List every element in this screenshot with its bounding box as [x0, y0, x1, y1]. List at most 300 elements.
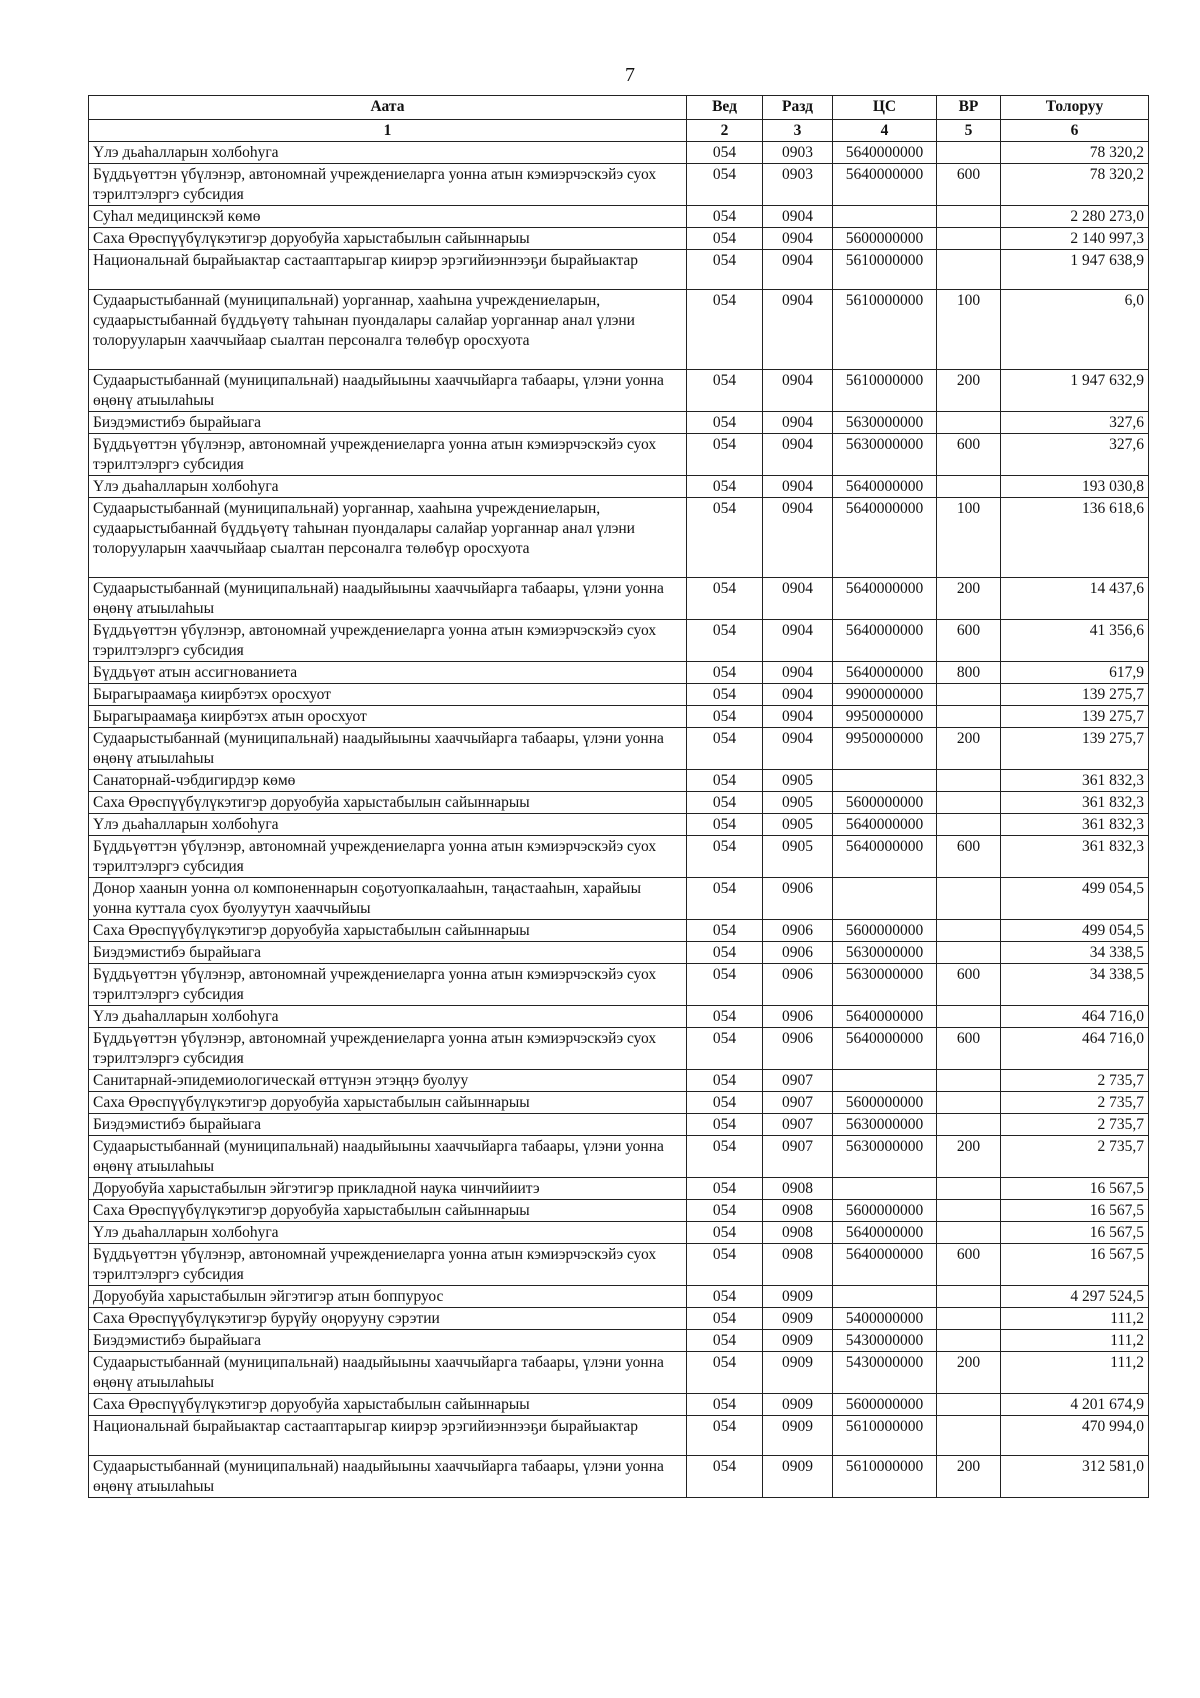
row-razd-cell: 0904 [763, 706, 833, 728]
row-cs-cell: 9950000000 [833, 728, 937, 770]
row-razd-cell: 0909 [763, 1308, 833, 1330]
row-ved-cell: 054 [687, 1178, 763, 1200]
row-vr-cell [937, 1070, 1001, 1092]
row-vr-cell [937, 942, 1001, 964]
row-vr-cell [937, 1286, 1001, 1308]
row-vr-cell [937, 250, 1001, 290]
row-ved-cell: 054 [687, 836, 763, 878]
row-vr-cell: 600 [937, 164, 1001, 206]
row-vr-cell: 200 [937, 578, 1001, 620]
table-row [89, 662, 1149, 684]
row-ved-cell: 054 [687, 1092, 763, 1114]
row-sum-cell: 464 716,0 [1001, 1006, 1149, 1028]
table-row [89, 1330, 1149, 1352]
row-vr-cell [937, 412, 1001, 434]
row-vr-cell: 600 [937, 964, 1001, 1006]
table-row [89, 942, 1149, 964]
row-cs-cell: 5610000000 [833, 1456, 937, 1498]
row-sum-cell: 327,6 [1001, 434, 1149, 476]
row-ved-cell: 054 [687, 1352, 763, 1394]
row-sum-cell: 139 275,7 [1001, 728, 1149, 770]
row-cs-cell: 5630000000 [833, 964, 937, 1006]
row-razd-cell: 0904 [763, 434, 833, 476]
row-ved-cell: 054 [687, 706, 763, 728]
row-name-cell: Үлэ дьаhалларын холбоhуга [89, 814, 687, 836]
row-ved-cell: 054 [687, 142, 763, 164]
row-vr-cell [937, 1222, 1001, 1244]
row-cs-cell: 5610000000 [833, 250, 937, 290]
row-ved-cell: 054 [687, 1416, 763, 1456]
row-ved-cell: 054 [687, 770, 763, 792]
row-ved-cell: 054 [687, 228, 763, 250]
row-vr-cell: 200 [937, 1352, 1001, 1394]
row-vr-cell: 200 [937, 370, 1001, 412]
row-ved-cell: 054 [687, 476, 763, 498]
row-sum-cell: 361 832,3 [1001, 836, 1149, 878]
row-cs-cell: 5400000000 [833, 1308, 937, 1330]
table-row [89, 370, 1149, 412]
row-vr-cell: 600 [937, 836, 1001, 878]
row-ved-cell: 054 [687, 1200, 763, 1222]
row-cs-cell: 5430000000 [833, 1330, 937, 1352]
row-vr-cell [937, 1394, 1001, 1416]
row-sum-cell: 78 320,2 [1001, 142, 1149, 164]
table-row [89, 290, 1149, 370]
table-row [89, 1028, 1149, 1070]
row-razd-cell: 0904 [763, 662, 833, 684]
row-razd-cell: 0909 [763, 1416, 833, 1456]
row-name-cell: Бүддьүөттэн үбүлэнэр, автономнай учреждениеларга уонна атын кэмиэрчэскэйэ суох тэрилтэлэргэ субсидия [89, 1028, 687, 1070]
table-row [89, 250, 1149, 290]
row-razd-cell: 0907 [763, 1070, 833, 1092]
row-ved-cell: 054 [687, 662, 763, 684]
row-sum-cell: 16 567,5 [1001, 1200, 1149, 1222]
header-cs: ЦС [833, 96, 937, 120]
table-row [89, 1006, 1149, 1028]
row-name-cell: Саха Өрөспүүбүлүкэтигэр доруобуйа харыстабылын сайыннарыы [89, 1394, 687, 1416]
row-name-cell: Бүддьүөт атын ассигнованиета [89, 662, 687, 684]
table-row [89, 498, 1149, 578]
row-razd-cell: 0904 [763, 412, 833, 434]
row-sum-cell: 2 140 997,3 [1001, 228, 1149, 250]
row-razd-cell: 0909 [763, 1330, 833, 1352]
table-row [89, 792, 1149, 814]
row-name-cell: Судаарыстыбаннай (муниципальнай) уорганнар, хааhына учреждениеларын, судаарыстыбаннай бүддьүөтү таhынан пуондалары салайар уорганнар анал үлэни толорууларын хааччыйаар сыалтан персоналга төлөбүр оросхуота [89, 498, 687, 578]
table-row [89, 964, 1149, 1006]
row-ved-cell: 054 [687, 498, 763, 578]
column-number: 1 [89, 120, 687, 142]
row-cs-cell [833, 1178, 937, 1200]
row-name-cell: Бүддьүөттэн үбүлэнэр, автономнай учреждениеларга уонна атын кэмиэрчэскэйэ суох тэрилтэлэргэ субсидия [89, 964, 687, 1006]
row-name-cell: Бүддьүөттэн үбүлэнэр, автономнай учреждениеларга уонна атын кэмиэрчэскэйэ суох тэрилтэлэргэ субсидия [89, 836, 687, 878]
column-number: 5 [937, 120, 1001, 142]
row-name-cell: Үлэ дьаhалларын холбоhуга [89, 142, 687, 164]
table-row [89, 620, 1149, 662]
table-row [89, 814, 1149, 836]
table-row [89, 1092, 1149, 1114]
row-vr-cell [937, 206, 1001, 228]
row-vr-cell [937, 878, 1001, 920]
row-cs-cell: 5600000000 [833, 792, 937, 814]
row-razd-cell: 0905 [763, 836, 833, 878]
row-name-cell: Донор хаанын уонна ол компоненнарын соҕотуопкалааhын, таңастааhын, харайыы уонна куттала суох буолуутун хааччыйыы [89, 878, 687, 920]
row-ved-cell: 054 [687, 1244, 763, 1286]
row-vr-cell [937, 920, 1001, 942]
row-razd-cell: 0903 [763, 164, 833, 206]
row-ved-cell: 054 [687, 434, 763, 476]
table-row [89, 1352, 1149, 1394]
row-razd-cell: 0904 [763, 684, 833, 706]
row-name-cell: Судаарыстыбаннай (муниципальнай) наадыйыыны хааччыйарга табаары, үлэни уонна өңөнү атыылаhыы [89, 370, 687, 412]
table-row [89, 1200, 1149, 1222]
row-name-cell: Бырагыраамаҕа киирбэтэх атын оросхуот [89, 706, 687, 728]
row-sum-cell: 111,2 [1001, 1308, 1149, 1330]
row-name-cell: Судаарыстыбаннай (муниципальнай) наадыйыыны хааччыйарга табаары, үлэни уонна өңөнү атыылаhыы [89, 728, 687, 770]
row-vr-cell [937, 770, 1001, 792]
row-sum-cell: 4 297 524,5 [1001, 1286, 1149, 1308]
table-row [89, 1070, 1149, 1092]
row-vr-cell [937, 142, 1001, 164]
row-vr-cell: 200 [937, 728, 1001, 770]
table-row [89, 476, 1149, 498]
table-row [89, 1416, 1149, 1456]
row-ved-cell: 054 [687, 1456, 763, 1498]
row-name-cell: Судаарыстыбаннай (муниципальнай) уорганнар, хааhына учреждениеларын, судаарыстыбаннай бүддьүөтү таhынан пуондалары салайар уорганнар анал үлэни толорууларын хааччыйаар сыалтан персоналга төлөбүр оросхуота [89, 290, 687, 370]
row-name-cell: Доруобуйа харыстабылын эйгэтигэр атын боппуруос [89, 1286, 687, 1308]
row-cs-cell: 5640000000 [833, 498, 937, 578]
row-vr-cell [937, 706, 1001, 728]
row-sum-cell: 34 338,5 [1001, 964, 1149, 1006]
row-name-cell: Саха Өрөспүүбүлүкэтигэр доруобуйа харыстабылын сайыннарыы [89, 228, 687, 250]
row-name-cell: Судаарыстыбаннай (муниципальнай) наадыйыыны хааччыйарга табаары, үлэни уонна өңөнү атыылаhыы [89, 1456, 687, 1498]
row-razd-cell: 0904 [763, 498, 833, 578]
column-number: 4 [833, 120, 937, 142]
row-ved-cell: 054 [687, 412, 763, 434]
row-ved-cell: 054 [687, 1006, 763, 1028]
row-sum-cell: 193 030,8 [1001, 476, 1149, 498]
row-sum-cell: 361 832,3 [1001, 792, 1149, 814]
row-cs-cell: 5430000000 [833, 1352, 937, 1394]
row-razd-cell: 0904 [763, 370, 833, 412]
row-razd-cell: 0903 [763, 142, 833, 164]
row-name-cell: Биэдэмистибэ бырайыага [89, 1330, 687, 1352]
row-cs-cell: 5640000000 [833, 1028, 937, 1070]
row-ved-cell: 054 [687, 920, 763, 942]
row-ved-cell: 054 [687, 370, 763, 412]
row-vr-cell: 600 [937, 1028, 1001, 1070]
row-razd-cell: 0906 [763, 1028, 833, 1070]
table-body [89, 142, 1149, 1498]
row-sum-cell: 2 735,7 [1001, 1136, 1149, 1178]
row-name-cell: Доруобуйа харыстабылын эйгэтигэр прикладной наука чинчийиитэ [89, 1178, 687, 1200]
table-row [89, 578, 1149, 620]
row-razd-cell: 0906 [763, 920, 833, 942]
table-row [89, 164, 1149, 206]
row-name-cell: Үлэ дьаhалларын холбоhуга [89, 476, 687, 498]
row-vr-cell [937, 684, 1001, 706]
row-ved-cell: 054 [687, 1028, 763, 1070]
header-name: Аата [89, 96, 687, 120]
row-name-cell: Саха Өрөспүүбүлүкэтигэр доруобуйа харыстабылын сайыннарыы [89, 1200, 687, 1222]
row-razd-cell: 0908 [763, 1222, 833, 1244]
row-cs-cell: 5600000000 [833, 1394, 937, 1416]
row-ved-cell: 054 [687, 964, 763, 1006]
row-sum-cell: 470 994,0 [1001, 1416, 1149, 1456]
row-razd-cell: 0904 [763, 578, 833, 620]
row-cs-cell: 5640000000 [833, 164, 937, 206]
row-ved-cell: 054 [687, 1114, 763, 1136]
row-cs-cell: 5600000000 [833, 1092, 937, 1114]
row-sum-cell: 312 581,0 [1001, 1456, 1149, 1498]
row-razd-cell: 0906 [763, 942, 833, 964]
row-ved-cell: 054 [687, 1394, 763, 1416]
column-number: 3 [763, 120, 833, 142]
row-cs-cell [833, 878, 937, 920]
row-razd-cell: 0907 [763, 1092, 833, 1114]
row-razd-cell: 0909 [763, 1352, 833, 1394]
row-sum-cell: 617,9 [1001, 662, 1149, 684]
row-cs-cell [833, 1286, 937, 1308]
row-vr-cell: 600 [937, 620, 1001, 662]
table-row [89, 920, 1149, 942]
row-cs-cell: 5630000000 [833, 434, 937, 476]
row-ved-cell: 054 [687, 1330, 763, 1352]
row-ved-cell: 054 [687, 1222, 763, 1244]
row-ved-cell: 054 [687, 942, 763, 964]
row-vr-cell [937, 1114, 1001, 1136]
row-razd-cell: 0908 [763, 1244, 833, 1286]
table-row [89, 1222, 1149, 1244]
header-sum: Толоруу [1001, 96, 1149, 120]
row-razd-cell: 0909 [763, 1456, 833, 1498]
row-cs-cell: 5640000000 [833, 814, 937, 836]
row-cs-cell: 5600000000 [833, 1200, 937, 1222]
row-razd-cell: 0909 [763, 1394, 833, 1416]
row-razd-cell: 0905 [763, 792, 833, 814]
row-cs-cell: 5630000000 [833, 412, 937, 434]
table-row [89, 1286, 1149, 1308]
table-row [89, 836, 1149, 878]
row-vr-cell [937, 1006, 1001, 1028]
row-ved-cell: 054 [687, 1136, 763, 1178]
row-sum-cell: 361 832,3 [1001, 814, 1149, 836]
row-sum-cell: 6,0 [1001, 290, 1149, 370]
row-cs-cell [833, 770, 937, 792]
row-sum-cell: 361 832,3 [1001, 770, 1149, 792]
row-ved-cell: 054 [687, 878, 763, 920]
row-ved-cell: 054 [687, 250, 763, 290]
row-sum-cell: 111,2 [1001, 1352, 1149, 1394]
table-header-row [89, 96, 1149, 120]
row-cs-cell: 5640000000 [833, 142, 937, 164]
row-ved-cell: 054 [687, 1286, 763, 1308]
row-ved-cell: 054 [687, 164, 763, 206]
row-ved-cell: 054 [687, 620, 763, 662]
row-ved-cell: 054 [687, 206, 763, 228]
row-name-cell: Бүддьүөттэн үбүлэнэр, автономнай учреждениеларга уонна атын кэмиэрчэскэйэ суох тэрилтэлэргэ субсидия [89, 434, 687, 476]
row-vr-cell: 600 [937, 1244, 1001, 1286]
row-cs-cell: 5640000000 [833, 476, 937, 498]
row-name-cell: Биэдэмистибэ бырайыага [89, 942, 687, 964]
row-ved-cell: 054 [687, 814, 763, 836]
row-cs-cell: 5630000000 [833, 1136, 937, 1178]
table-row [89, 706, 1149, 728]
row-cs-cell: 5630000000 [833, 942, 937, 964]
row-name-cell: Национальнай бырайыактар састааптарыгар киирэр эрэгийиэннээҕи бырайыактар [89, 250, 687, 290]
row-cs-cell: 5610000000 [833, 370, 937, 412]
table-row [89, 1244, 1149, 1286]
row-razd-cell: 0907 [763, 1136, 833, 1178]
row-vr-cell [937, 1092, 1001, 1114]
row-ved-cell: 054 [687, 1070, 763, 1092]
row-razd-cell: 0906 [763, 878, 833, 920]
table-row [89, 142, 1149, 164]
row-sum-cell: 139 275,7 [1001, 684, 1149, 706]
column-number-row [89, 120, 1149, 142]
row-cs-cell: 5640000000 [833, 620, 937, 662]
row-sum-cell: 136 618,6 [1001, 498, 1149, 578]
page-number: 7 [625, 64, 635, 86]
table-row [89, 728, 1149, 770]
table-row [89, 412, 1149, 434]
row-sum-cell: 2 735,7 [1001, 1070, 1149, 1092]
row-sum-cell: 1 947 638,9 [1001, 250, 1149, 290]
row-cs-cell: 5600000000 [833, 228, 937, 250]
row-vr-cell: 200 [937, 1136, 1001, 1178]
row-name-cell: Санаторнай-чэбдигирдэр көмө [89, 770, 687, 792]
row-name-cell: Бүддьүөттэн үбүлэнэр, автономнай учреждениеларга уонна атын кэмиэрчэскэйэ суох тэрилтэлэргэ субсидия [89, 620, 687, 662]
row-razd-cell: 0907 [763, 1114, 833, 1136]
row-name-cell: Саха Өрөспүүбүлүкэтигэр доруобуйа харыстабылын сайыннарыы [89, 1092, 687, 1114]
row-vr-cell: 800 [937, 662, 1001, 684]
row-sum-cell: 111,2 [1001, 1330, 1149, 1352]
row-vr-cell [937, 1178, 1001, 1200]
row-cs-cell: 5600000000 [833, 920, 937, 942]
row-cs-cell: 9950000000 [833, 706, 937, 728]
row-cs-cell: 5630000000 [833, 1114, 937, 1136]
table-row [89, 770, 1149, 792]
row-vr-cell: 600 [937, 434, 1001, 476]
row-sum-cell: 2 735,7 [1001, 1092, 1149, 1114]
row-razd-cell: 0909 [763, 1286, 833, 1308]
row-vr-cell: 100 [937, 290, 1001, 370]
row-razd-cell: 0904 [763, 206, 833, 228]
row-vr-cell [937, 476, 1001, 498]
row-razd-cell: 0906 [763, 964, 833, 1006]
table-row [89, 1136, 1149, 1178]
header-vr: ВР [937, 96, 1001, 120]
header-ved: Вед [687, 96, 763, 120]
table-row [89, 1178, 1149, 1200]
row-ved-cell: 054 [687, 728, 763, 770]
row-ved-cell: 054 [687, 290, 763, 370]
row-sum-cell: 464 716,0 [1001, 1028, 1149, 1070]
row-name-cell: Бүддьүөттэн үбүлэнэр, автономнай учреждениеларга уонна атын кэмиэрчэскэйэ суох тэрилтэлэргэ субсидия [89, 164, 687, 206]
row-name-cell: Биэдэмистибэ бырайыага [89, 412, 687, 434]
row-ved-cell: 054 [687, 578, 763, 620]
table-row [89, 878, 1149, 920]
row-vr-cell: 100 [937, 498, 1001, 578]
budget-table [88, 95, 1149, 1498]
table-row [89, 1308, 1149, 1330]
row-sum-cell: 139 275,7 [1001, 706, 1149, 728]
row-razd-cell: 0905 [763, 814, 833, 836]
row-name-cell: Судаарыстыбаннай (муниципальнай) наадыйыыны хааччыйарга табаары, үлэни уонна өңөнү атыылаhыы [89, 1352, 687, 1394]
table-row [89, 228, 1149, 250]
row-cs-cell: 9900000000 [833, 684, 937, 706]
header-razd: Разд [763, 96, 833, 120]
row-razd-cell: 0904 [763, 620, 833, 662]
row-razd-cell: 0908 [763, 1178, 833, 1200]
row-sum-cell: 16 567,5 [1001, 1222, 1149, 1244]
row-vr-cell [937, 814, 1001, 836]
row-cs-cell: 5640000000 [833, 662, 937, 684]
row-razd-cell: 0904 [763, 250, 833, 290]
row-sum-cell: 41 356,6 [1001, 620, 1149, 662]
row-ved-cell: 054 [687, 684, 763, 706]
row-sum-cell: 1 947 632,9 [1001, 370, 1149, 412]
row-sum-cell: 2 735,7 [1001, 1114, 1149, 1136]
column-number: 2 [687, 120, 763, 142]
row-name-cell: Саха Өрөспүүбүлүкэтигэр бурүйу оңорууну сэрэтии [89, 1308, 687, 1330]
row-vr-cell [937, 1330, 1001, 1352]
row-name-cell: Суhал медицинскэй көмө [89, 206, 687, 228]
row-razd-cell: 0906 [763, 1006, 833, 1028]
row-cs-cell: 5640000000 [833, 1244, 937, 1286]
row-sum-cell: 2 280 273,0 [1001, 206, 1149, 228]
row-name-cell: Саха Өрөспүүбүлүкэтигэр доруобуйа харыстабылын сайыннарыы [89, 792, 687, 814]
row-cs-cell [833, 1070, 937, 1092]
row-name-cell: Судаарыстыбаннай (муниципальнай) наадыйыыны хааччыйарга табаары, үлэни уонна өңөнү атыылаhыы [89, 1136, 687, 1178]
column-number: 6 [1001, 120, 1149, 142]
row-name-cell: Бырагыраамаҕа киирбэтэх оросхуот [89, 684, 687, 706]
row-razd-cell: 0904 [763, 728, 833, 770]
row-sum-cell: 14 437,6 [1001, 578, 1149, 620]
row-vr-cell [937, 792, 1001, 814]
row-name-cell: Национальнай бырайыактар састааптарыгар киирэр эрэгийиэннээҕи бырайыактар [89, 1416, 687, 1456]
row-name-cell: Биэдэмистибэ бырайыага [89, 1114, 687, 1136]
row-cs-cell: 5610000000 [833, 290, 937, 370]
row-vr-cell [937, 228, 1001, 250]
row-razd-cell: 0904 [763, 228, 833, 250]
row-name-cell: Санитарнай-эпидемиологическай өттүнэн этэңңэ буолуу [89, 1070, 687, 1092]
table-row [89, 1456, 1149, 1498]
row-cs-cell [833, 206, 937, 228]
row-sum-cell: 34 338,5 [1001, 942, 1149, 964]
row-ved-cell: 054 [687, 1308, 763, 1330]
row-vr-cell: 200 [937, 1456, 1001, 1498]
row-name-cell: Бүддьүөттэн үбүлэнэр, автономнай учреждениеларга уонна атын кэмиэрчэскэйэ суох тэрилтэлэргэ субсидия [89, 1244, 687, 1286]
row-cs-cell: 5640000000 [833, 1222, 937, 1244]
row-vr-cell [937, 1416, 1001, 1456]
row-sum-cell: 499 054,5 [1001, 878, 1149, 920]
row-razd-cell: 0904 [763, 476, 833, 498]
row-name-cell: Саха Өрөспүүбүлүкэтигэр доруобуйа харыстабылын сайыннарыы [89, 920, 687, 942]
row-razd-cell: 0904 [763, 290, 833, 370]
row-sum-cell: 78 320,2 [1001, 164, 1149, 206]
table-row [89, 206, 1149, 228]
row-razd-cell: 0905 [763, 770, 833, 792]
row-sum-cell: 327,6 [1001, 412, 1149, 434]
row-sum-cell: 16 567,5 [1001, 1178, 1149, 1200]
row-sum-cell: 499 054,5 [1001, 920, 1149, 942]
row-vr-cell [937, 1308, 1001, 1330]
table-row [89, 1114, 1149, 1136]
row-name-cell: Үлэ дьаhалларын холбоhуга [89, 1222, 687, 1244]
table-row [89, 684, 1149, 706]
row-vr-cell [937, 1200, 1001, 1222]
row-name-cell: Судаарыстыбаннай (муниципальнай) наадыйыыны хааччыйарга табаары, үлэни уонна өңөнү атыылаhыы [89, 578, 687, 620]
